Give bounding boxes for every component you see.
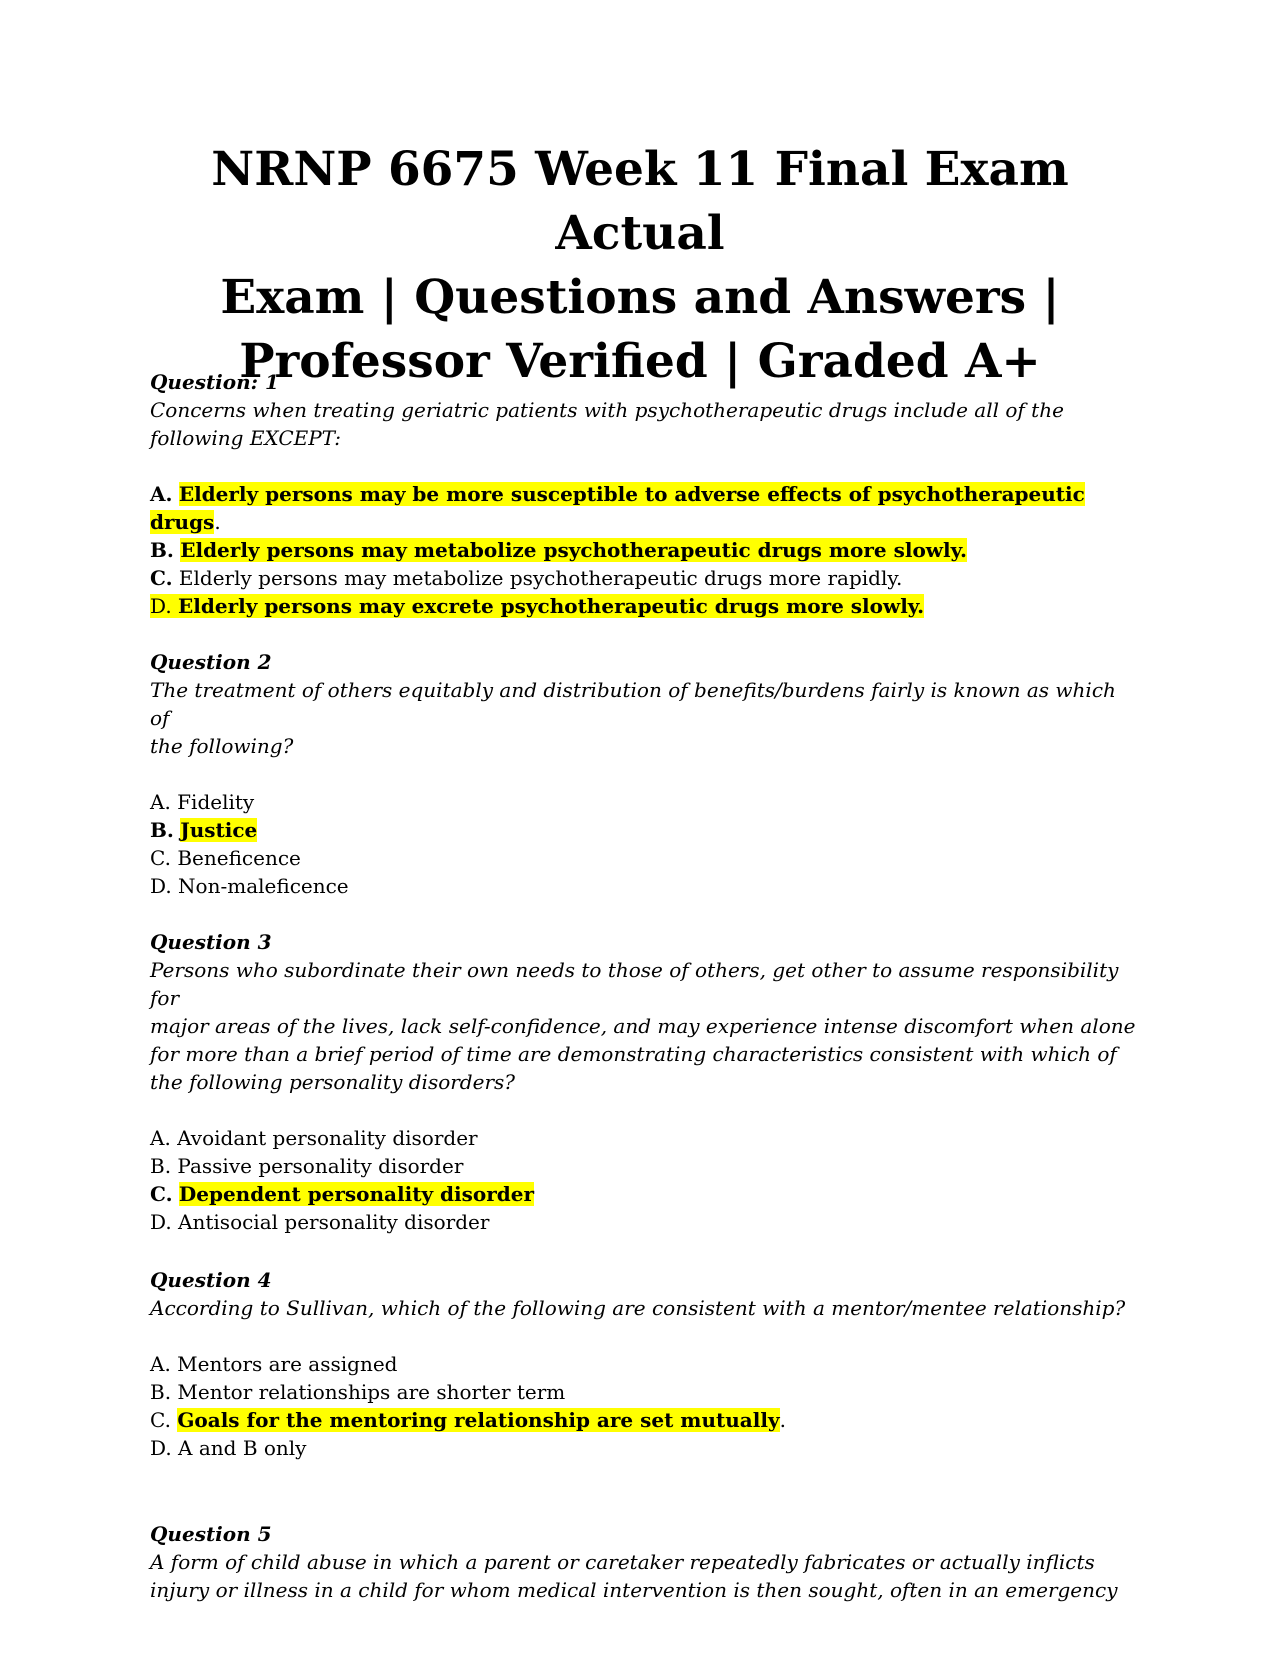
option-letter: B. <box>150 538 174 562</box>
option-text: Antisocial personality disorder <box>178 1210 490 1234</box>
option-text: Beneficence <box>177 846 301 870</box>
option-letter: A. <box>150 1126 171 1150</box>
option-letter: D. <box>150 1436 172 1460</box>
page-title <box>140 138 1140 394</box>
option-text: Elderly persons may be more susceptible to adverse effects of psychotherapeutic <box>178 482 1085 506</box>
title-line-2: Exam | Questions and Answers | <box>220 270 1060 325</box>
option-text: A and B only <box>178 1436 307 1460</box>
answer-option-b <box>150 1152 1140 1180</box>
answer-option-d <box>150 1208 1140 1236</box>
question-5 <box>150 1520 1140 1604</box>
option-text: Goals for the mentoring relationship are set mutually <box>177 1408 780 1432</box>
answer-option-a <box>150 788 1140 816</box>
answer-option-d <box>150 592 1140 620</box>
option-letter: A. <box>150 482 173 506</box>
option-letter: C. <box>150 566 173 590</box>
question-text: Persons who subordinate their own needs to those of others, get other to assume responsibility for <box>150 958 1119 1010</box>
option-text: Elderly persons may excrete psychotherapeutic drugs more slowly. <box>178 594 925 618</box>
title-line-3: Professor Verified | Graded A+ <box>239 334 1041 389</box>
option-letter: A. <box>150 1352 171 1376</box>
option-letter: A. <box>150 790 171 814</box>
option-letter: B. <box>150 1380 172 1404</box>
answer-option-a <box>150 1350 1140 1378</box>
answer-option-c <box>150 1180 1140 1208</box>
question-label: Question: 1 <box>150 370 279 394</box>
question-text: following EXCEPT: <box>150 426 342 450</box>
option-letter: C. <box>150 846 171 870</box>
answer-option-a <box>150 1124 1140 1152</box>
answer-option-b <box>150 536 1140 564</box>
option-text: Avoidant personality disorder <box>177 1126 478 1150</box>
question-text: According to Sullivan, which of the following are consistent with a mentor/mentee relationship? <box>150 1296 1126 1320</box>
option-text: Non-maleficence <box>178 874 349 898</box>
option-text: Fidelity <box>177 790 255 814</box>
question-text: A form of child abuse in which a parent or caretaker repeatedly fabricates or actually inflicts <box>150 1550 1095 1574</box>
answer-option-a-continued <box>150 508 1140 536</box>
question-text: major areas of the lives, lack self-confidence, and may experience intense discomfort when alone <box>150 1014 1136 1038</box>
question-label: Question 2 <box>150 650 272 674</box>
question-text: the following? <box>150 734 294 758</box>
answer-option-c <box>150 564 1140 592</box>
question-text: Concerns when treating geriatric patients with psychotherapeutic drugs include all of the <box>150 398 1064 422</box>
answer-options <box>150 480 1140 620</box>
question-label: Question 3 <box>150 930 272 954</box>
option-text: Justice <box>180 818 258 842</box>
option-letter: D. <box>150 874 172 898</box>
question-3 <box>150 928 1140 1236</box>
question-text: injury or illness in a child for whom medical intervention is then sought, often in an emergency <box>150 1578 1118 1602</box>
answer-option-c <box>150 844 1140 872</box>
answer-options <box>150 1124 1140 1236</box>
option-text: Mentors are assigned <box>177 1352 398 1376</box>
option-text: drugs <box>150 510 215 534</box>
option-text: Passive personality disorder <box>177 1154 464 1178</box>
question-1 <box>150 368 1140 620</box>
option-letter: C. <box>150 1182 173 1206</box>
answer-option-d <box>150 1434 1140 1462</box>
option-letter: D. <box>150 594 172 618</box>
question-text: The treatment of others equitably and distribution of benefits/burdens fairly is known as which of <box>150 678 1116 730</box>
question-4 <box>150 1266 1140 1462</box>
option-text: Dependent personality disorder <box>178 1182 534 1206</box>
option-letter: B. <box>150 1154 172 1178</box>
question-2 <box>150 648 1140 900</box>
option-letter: B. <box>150 818 174 842</box>
option-suffix: . <box>214 510 221 534</box>
answer-option-d <box>150 872 1140 900</box>
option-text: Mentor relationships are shorter term <box>177 1380 566 1404</box>
answer-options <box>150 1350 1140 1462</box>
answer-option-a <box>150 480 1140 508</box>
title-line-1: NRNP 6675 Week 11 Final Exam Actual <box>211 142 1069 261</box>
option-suffix: . <box>779 1408 786 1432</box>
option-text: Elderly persons may metabolize psychotherapeutic drugs more rapidly. <box>178 566 903 590</box>
option-letter: C. <box>150 1408 171 1432</box>
option-letter: D. <box>150 1210 172 1234</box>
answer-options <box>150 788 1140 900</box>
answer-option-b <box>150 1378 1140 1406</box>
option-text: Elderly persons may metabolize psychotherapeutic drugs more slowly. <box>180 538 967 562</box>
question-label: Question 5 <box>150 1522 272 1546</box>
answer-option-b <box>150 816 1140 844</box>
answer-option-c <box>150 1406 1140 1434</box>
question-text: the following personality disorders? <box>150 1070 515 1094</box>
question-text: for more than a brief period of time are demonstrating characteristics consistent with which of <box>150 1042 1117 1066</box>
question-label: Question 4 <box>150 1268 272 1292</box>
